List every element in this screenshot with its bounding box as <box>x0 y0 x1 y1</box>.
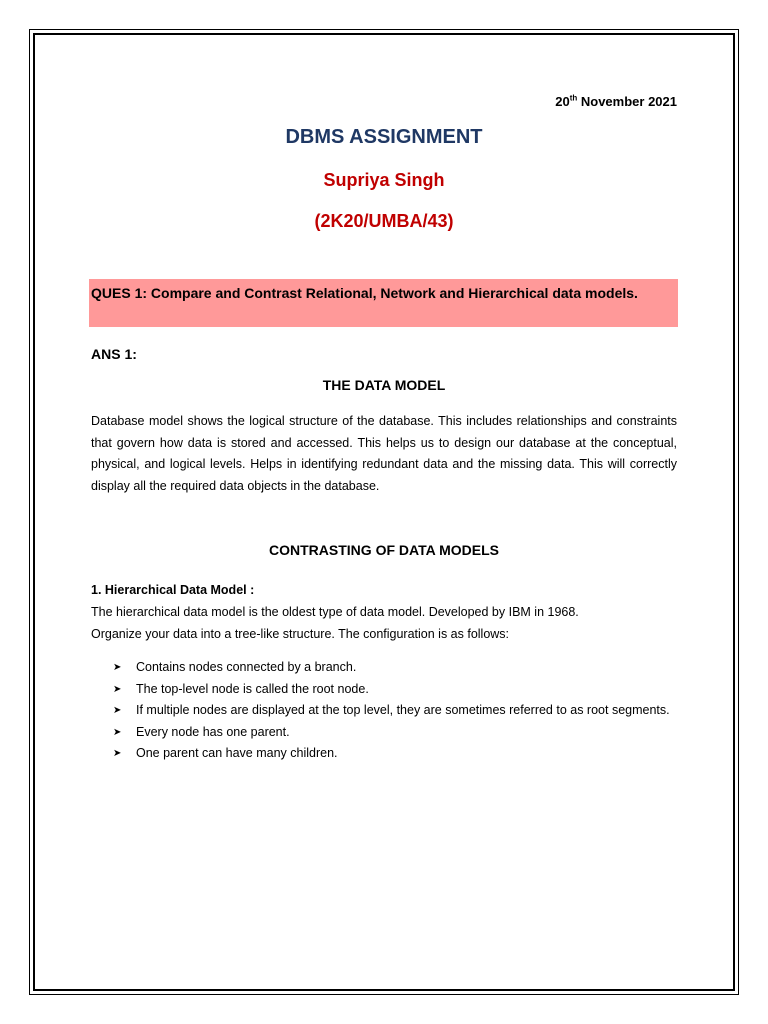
list-item <box>113 657 678 679</box>
roll-number: (2K20/UMBA/43) <box>314 211 454 231</box>
list-item <box>113 743 678 765</box>
arrowhead-bullet-icon: ➤ <box>113 726 122 738</box>
list-item-text: One parent can have many children. <box>136 746 338 760</box>
list-item-text: Contains nodes connected by a branch. <box>136 660 357 674</box>
hierarchical-bullet-list <box>113 657 678 765</box>
section-heading-contrasting: CONTRASTING OF DATA MODELS <box>269 542 499 558</box>
list-item <box>113 679 678 701</box>
list-item-text: If multiple nodes are displayed at the top level, they are sometimes referred to as root segments. <box>136 703 670 717</box>
document-title: DBMS ASSIGNMENT <box>285 126 483 148</box>
arrowhead-bullet-icon: ➤ <box>113 748 122 759</box>
hierarchical-line-2: Organize your data into a tree-like structure. The configuration is as follows: <box>91 627 510 641</box>
arrowhead-bullet-icon: ➤ <box>113 662 122 673</box>
hierarchical-line-1: The hierarchical data model is the oldest type of data model. Developed by IBM in 1968. <box>91 605 579 619</box>
arrowhead-bullet-icon: ➤ <box>113 705 122 716</box>
list-item <box>113 700 678 722</box>
document-date: 20th November 2021 <box>555 93 677 109</box>
list-item <box>113 722 678 744</box>
list-item-text: Every node has one parent. <box>136 724 290 739</box>
list-item-text: The top-level node is called the root node. <box>136 681 369 696</box>
question-highlight: QUES 1: Compare and Contrast Relational, Network and Hierarchical data models. <box>89 279 678 327</box>
answer-label: ANS 1: <box>91 346 137 362</box>
section-heading-data-model: THE DATA MODEL <box>322 377 446 393</box>
author-name: Supriya Singh <box>323 170 445 190</box>
data-model-paragraph: Database model shows the logical structure of the database. This includes relationships and constraints that govern how data is stored and accessed. This helps us to design our database at the conceptual, physical, and logical levels. Helps in identifying redundant data and the missing data. This will correctly display all the required data objects in the database. <box>91 414 677 493</box>
hierarchical-model-subheading: 1. Hierarchical Data Model : <box>91 583 255 597</box>
arrowhead-bullet-icon: ➤ <box>113 683 122 695</box>
